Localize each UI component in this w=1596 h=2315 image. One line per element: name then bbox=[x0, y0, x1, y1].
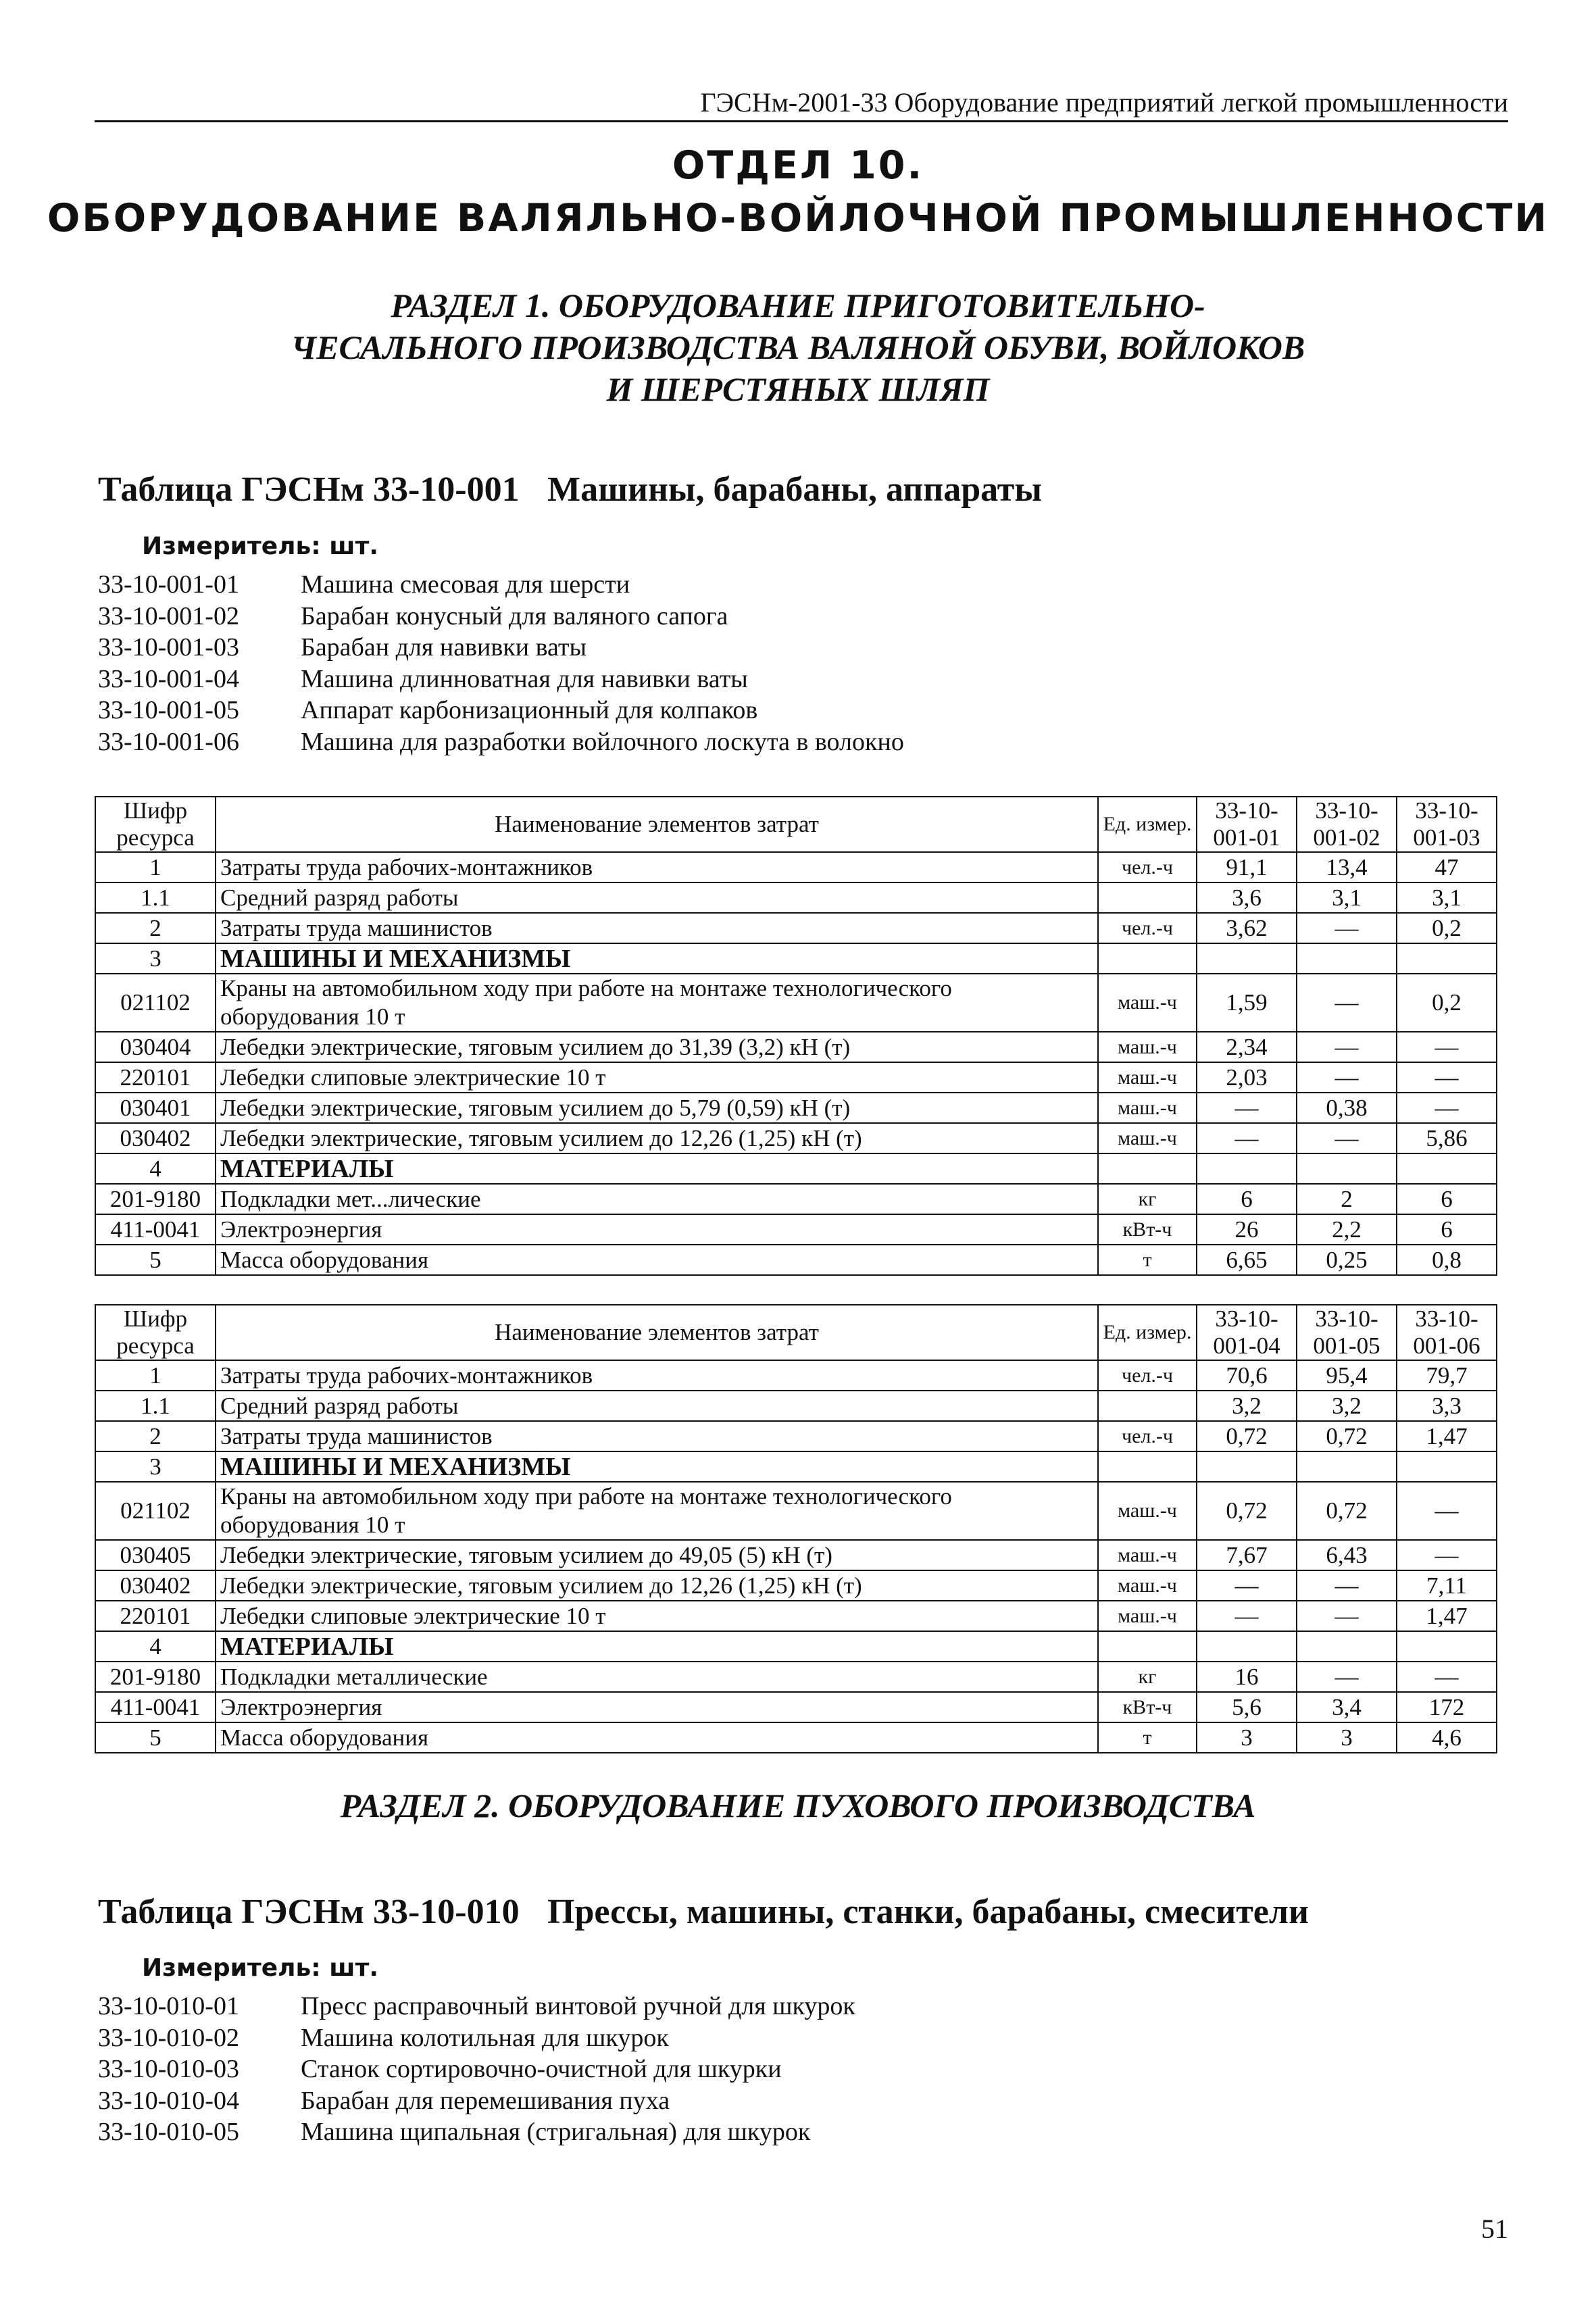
cell-value: — bbox=[1197, 1123, 1297, 1153]
cell-name: МАШИНЫ И МЕХАНИЗМЫ bbox=[216, 1451, 1098, 1482]
list-item bbox=[98, 1991, 855, 2022]
list-item bbox=[98, 2022, 855, 2054]
item-code: 33-10-001-04 bbox=[98, 664, 239, 693]
cell-code: 220101 bbox=[95, 1062, 216, 1093]
cell-value: 6 bbox=[1397, 1214, 1497, 1245]
table-row bbox=[95, 1360, 1497, 1391]
cell-unit bbox=[1098, 1631, 1197, 1662]
cell-value: — bbox=[1397, 1662, 1497, 1692]
cell-name: Лебедки электрические, тяговым усилием до 31,39 (3,2) кН (т) bbox=[216, 1032, 1098, 1062]
table-row bbox=[95, 1421, 1497, 1451]
cell-value: 2 bbox=[1297, 1184, 1397, 1214]
cell-code: 5 bbox=[95, 1722, 216, 1753]
cell-unit: т bbox=[1098, 1722, 1197, 1753]
cell-unit: т bbox=[1098, 1245, 1197, 1275]
cell-value bbox=[1297, 1631, 1397, 1662]
table2-code: Таблица ГЭСНм 33-10-010 bbox=[98, 1893, 520, 1931]
cell-unit bbox=[1098, 1451, 1197, 1482]
cell-code: 1.1 bbox=[95, 882, 216, 913]
cell-unit: маш.-ч bbox=[1098, 1032, 1197, 1062]
table-row bbox=[95, 1601, 1497, 1631]
cell-value: 3,4 bbox=[1297, 1692, 1397, 1722]
cell-value bbox=[1397, 1451, 1497, 1482]
cell-value: 7,11 bbox=[1397, 1570, 1497, 1601]
item-code: 33-10-001-06 bbox=[98, 727, 239, 756]
cell-unit: кг bbox=[1098, 1184, 1197, 1214]
item-code: 33-10-001-05 bbox=[98, 696, 239, 724]
item-code: 33-10-010-02 bbox=[98, 2023, 239, 2052]
cell-value: 0,38 bbox=[1297, 1093, 1397, 1123]
table2-meter: Измеритель: шт. bbox=[142, 1954, 378, 1982]
col-header-3: 33-10-001-03 bbox=[1397, 797, 1497, 852]
cell-value: — bbox=[1297, 913, 1397, 943]
cell-value: — bbox=[1397, 1032, 1497, 1062]
cell-name: Электроэнергия bbox=[216, 1692, 1098, 1722]
cell-value bbox=[1297, 1451, 1397, 1482]
col-header-3: 33-10-001-06 bbox=[1397, 1305, 1497, 1360]
cell-value: 13,4 bbox=[1297, 852, 1397, 882]
cell-value: 2,34 bbox=[1197, 1032, 1297, 1062]
cell-value: — bbox=[1397, 1093, 1497, 1123]
table-row bbox=[95, 913, 1497, 943]
cell-value bbox=[1197, 943, 1297, 974]
cell-value: 3,2 bbox=[1297, 1391, 1397, 1421]
cell-name: МАТЕРИАЛЫ bbox=[216, 1153, 1098, 1184]
cell-code: 2 bbox=[95, 913, 216, 943]
department-title-line1: ОТДЕЛ 10. bbox=[672, 143, 924, 188]
cell-value: 0,2 bbox=[1397, 974, 1497, 1032]
col-header-cipher: Шифр ресурса bbox=[95, 797, 216, 852]
cell-value: — bbox=[1197, 1601, 1297, 1631]
cell-name: Средний разряд работы bbox=[216, 1391, 1098, 1421]
cell-code: 201-9180 bbox=[95, 1662, 216, 1692]
cell-value: 3 bbox=[1197, 1722, 1297, 1753]
table-body bbox=[95, 852, 1497, 1275]
cell-value bbox=[1397, 1631, 1497, 1662]
item-name: Машина щипальная (стригальная) для шкурок bbox=[301, 2118, 811, 2146]
cell-code: 021102 bbox=[95, 1482, 216, 1540]
table1-code: Таблица ГЭСНм 33-10-001 bbox=[98, 470, 520, 509]
cell-value bbox=[1297, 943, 1397, 974]
item-name: Машина длинноватная для навивки ваты bbox=[301, 664, 748, 693]
cell-value: — bbox=[1297, 1570, 1397, 1601]
table2-title: Прессы, машины, станки, барабаны, смесители bbox=[547, 1893, 1309, 1931]
cell-unit bbox=[1098, 1391, 1197, 1421]
cell-unit: чел.-ч bbox=[1098, 913, 1197, 943]
cell-unit: маш.-ч bbox=[1098, 974, 1197, 1032]
cost-table-a bbox=[95, 796, 1497, 1276]
cell-code: 030405 bbox=[95, 1540, 216, 1570]
cell-unit: кВт-ч bbox=[1098, 1692, 1197, 1722]
cell-code: 201-9180 bbox=[95, 1184, 216, 1214]
item-code: 33-10-010-05 bbox=[98, 2118, 239, 2146]
cell-unit bbox=[1098, 1153, 1197, 1184]
table-row bbox=[95, 1692, 1497, 1722]
cell-value: 47 bbox=[1397, 852, 1497, 882]
cell-code: 030402 bbox=[95, 1570, 216, 1601]
cell-code: 021102 bbox=[95, 974, 216, 1032]
cell-value: 95,4 bbox=[1297, 1360, 1397, 1391]
cell-value: — bbox=[1297, 1062, 1397, 1093]
col-header-2: 33-10-001-05 bbox=[1297, 1305, 1397, 1360]
cell-value: — bbox=[1297, 1662, 1397, 1692]
cell-value: 91,1 bbox=[1197, 852, 1297, 882]
list-item bbox=[98, 601, 904, 632]
table-header-row bbox=[95, 797, 1497, 852]
cell-value: — bbox=[1297, 974, 1397, 1032]
cell-value: — bbox=[1297, 1123, 1397, 1153]
cell-unit: кВт-ч bbox=[1098, 1214, 1197, 1245]
cost-table-b bbox=[95, 1304, 1497, 1753]
cell-value: 0,72 bbox=[1297, 1421, 1397, 1451]
cell-name: Затраты труда рабочих-монтажников bbox=[216, 1360, 1098, 1391]
table-row bbox=[95, 1662, 1497, 1692]
item-name: Аппарат карбонизационный для колпаков bbox=[301, 696, 758, 724]
cell-name: Лебедки слиповые электрические 10 т bbox=[216, 1601, 1098, 1631]
header-rule bbox=[95, 120, 1508, 122]
cell-value: 2,2 bbox=[1297, 1214, 1397, 1245]
cell-value: — bbox=[1297, 1032, 1397, 1062]
cell-name: Затраты труда рабочих-монтажников bbox=[216, 852, 1098, 882]
item-name: Машина колотильная для шкурок bbox=[301, 2023, 669, 2052]
cell-value: 6,65 bbox=[1197, 1245, 1297, 1275]
cell-value: 26 bbox=[1197, 1214, 1297, 1245]
cell-value: 79,7 bbox=[1397, 1360, 1497, 1391]
cell-code: 1.1 bbox=[95, 1391, 216, 1421]
item-name: Станок сортировочно-очистной для шкурки bbox=[301, 2055, 782, 2083]
table2-caption bbox=[98, 1892, 1309, 1932]
table-row bbox=[95, 1214, 1497, 1245]
cell-value: 3,1 bbox=[1297, 882, 1397, 913]
cell-code: 030404 bbox=[95, 1032, 216, 1062]
cell-value: 0,25 bbox=[1297, 1245, 1397, 1275]
table-row bbox=[95, 1184, 1497, 1214]
cell-unit: маш.-ч bbox=[1098, 1601, 1197, 1631]
section1-title-line1: РАЗДЕЛ 1. ОБОРУДОВАНИЕ ПРИГОТОВИТЕЛЬНО- bbox=[391, 287, 1205, 324]
cell-value: 0,2 bbox=[1397, 913, 1497, 943]
table-row bbox=[95, 1451, 1497, 1482]
page-number: 51 bbox=[1481, 2214, 1508, 2244]
table-row bbox=[95, 1482, 1497, 1540]
cell-value: — bbox=[1197, 1570, 1297, 1601]
cell-code: 1 bbox=[95, 852, 216, 882]
col-header-cipher: Шифр ресурса bbox=[95, 1305, 216, 1360]
cell-unit: маш.-ч bbox=[1098, 1062, 1197, 1093]
table-row bbox=[95, 1631, 1497, 1662]
table-row bbox=[95, 1032, 1497, 1062]
table1-title: Машины, барабаны, аппараты bbox=[547, 470, 1042, 509]
section2-title: РАЗДЕЛ 2. ОБОРУДОВАНИЕ ПУХОВОГО ПРОИЗВОДСТВА bbox=[340, 1787, 1256, 1824]
cell-name: Масса оборудования bbox=[216, 1722, 1098, 1753]
cell-value: 0,72 bbox=[1197, 1482, 1297, 1540]
col-header-2: 33-10-001-02 bbox=[1297, 797, 1397, 852]
list-item bbox=[98, 726, 904, 758]
table-row bbox=[95, 1245, 1497, 1275]
cell-value: 1,47 bbox=[1397, 1601, 1497, 1631]
cell-name: Электроэнергия bbox=[216, 1214, 1098, 1245]
cell-value: 70,6 bbox=[1197, 1360, 1297, 1391]
cell-name: Подкладки мет...лические bbox=[216, 1184, 1098, 1214]
table1-caption bbox=[98, 470, 1042, 509]
cell-value bbox=[1297, 1153, 1397, 1184]
cell-value: 6 bbox=[1397, 1184, 1497, 1214]
cell-value: 3,1 bbox=[1397, 882, 1497, 913]
cell-code: 3 bbox=[95, 943, 216, 974]
cell-unit: маш.-ч bbox=[1098, 1570, 1197, 1601]
cell-unit: маш.-ч bbox=[1098, 1540, 1197, 1570]
cell-unit: кг bbox=[1098, 1662, 1197, 1692]
cell-value: — bbox=[1197, 1093, 1297, 1123]
cell-name: Лебедки электрические, тяговым усилием до 5,79 (0,59) кН (т) bbox=[216, 1093, 1098, 1123]
cell-code: 030401 bbox=[95, 1093, 216, 1123]
item-code: 33-10-010-01 bbox=[98, 1992, 239, 2020]
table-row bbox=[95, 1123, 1497, 1153]
cell-value: 3,2 bbox=[1197, 1391, 1297, 1421]
cell-code: 1 bbox=[95, 1360, 216, 1391]
cell-code: 030402 bbox=[95, 1123, 216, 1153]
cell-value: 4,6 bbox=[1397, 1722, 1497, 1753]
cell-unit: чел.-ч bbox=[1098, 1360, 1197, 1391]
item-name: Барабан для перемешивания пуха bbox=[301, 2086, 670, 2115]
item-name: Барабан для навивки ваты bbox=[301, 633, 587, 662]
item-code: 33-10-001-03 bbox=[98, 633, 239, 662]
cell-name: Затраты труда машинистов bbox=[216, 913, 1098, 943]
cell-code: 220101 bbox=[95, 1601, 216, 1631]
department-title-line2: ОБОРУДОВАНИЕ ВАЛЯЛЬНО-ВОЙЛОЧНОЙ ПРОМЫШЛЕННОСТИ bbox=[47, 196, 1549, 241]
cell-code: 3 bbox=[95, 1451, 216, 1482]
table-row bbox=[95, 1093, 1497, 1123]
table-row bbox=[95, 943, 1497, 974]
cell-value: 3,3 bbox=[1397, 1391, 1497, 1421]
cell-value: 3,6 bbox=[1197, 882, 1297, 913]
list-item bbox=[98, 2116, 855, 2148]
cell-name: Средний разряд работы bbox=[216, 882, 1098, 913]
table-row bbox=[95, 1062, 1497, 1093]
cell-name: Масса оборудования bbox=[216, 1245, 1098, 1275]
table-body bbox=[95, 1360, 1497, 1753]
item-code: 33-10-001-01 bbox=[98, 570, 239, 599]
cell-unit: маш.-ч bbox=[1098, 1482, 1197, 1540]
table1-meter: Измеритель: шт. bbox=[142, 532, 378, 560]
table-row bbox=[95, 1722, 1497, 1753]
cell-code: 2 bbox=[95, 1421, 216, 1451]
cell-value: 5,86 bbox=[1397, 1123, 1497, 1153]
cell-unit: чел.-ч bbox=[1098, 852, 1197, 882]
cell-value bbox=[1197, 1451, 1297, 1482]
col-header-unit: Ед. измер. bbox=[1098, 1305, 1197, 1360]
cell-name: Лебедки электрические, тяговым усилием до 49,05 (5) кН (т) bbox=[216, 1540, 1098, 1570]
cell-value: 2,03 bbox=[1197, 1062, 1297, 1093]
section1-title-line2: ЧЕСАЛЬНОГО ПРОИЗВОДСТВА ВАЛЯНОЙ ОБУВИ, ВОЙЛОКОВ bbox=[291, 328, 1305, 366]
cell-code: 4 bbox=[95, 1631, 216, 1662]
table-row bbox=[95, 1391, 1497, 1421]
list-item bbox=[98, 695, 904, 726]
cell-value: 6,43 bbox=[1297, 1540, 1397, 1570]
cell-name: МАШИНЫ И МЕХАНИЗМЫ bbox=[216, 943, 1098, 974]
cell-code: 4 bbox=[95, 1153, 216, 1184]
cell-name: МАТЕРИАЛЫ bbox=[216, 1631, 1098, 1662]
cell-code: 5 bbox=[95, 1245, 216, 1275]
cell-value: 3,62 bbox=[1197, 913, 1297, 943]
item-code: 33-10-010-03 bbox=[98, 2055, 239, 2083]
cell-value bbox=[1397, 1153, 1497, 1184]
cell-name: Лебедки слиповые электрические 10 т bbox=[216, 1062, 1098, 1093]
cell-unit bbox=[1098, 943, 1197, 974]
cell-value bbox=[1197, 1631, 1297, 1662]
item-code: 33-10-010-04 bbox=[98, 2086, 239, 2115]
cell-value: 3 bbox=[1297, 1722, 1397, 1753]
item-name: Машина смесовая для шерсти bbox=[301, 570, 630, 599]
cell-value: 0,72 bbox=[1297, 1482, 1397, 1540]
table2-item-list bbox=[98, 1991, 855, 2148]
cell-name: Лебедки электрические, тяговым усилием до 12,26 (1,25) кН (т) bbox=[216, 1123, 1098, 1153]
cell-value: 6 bbox=[1197, 1184, 1297, 1214]
table-row bbox=[95, 1153, 1497, 1184]
cell-value: — bbox=[1397, 1062, 1497, 1093]
cell-value: 0,8 bbox=[1397, 1245, 1497, 1275]
cell-unit: чел.-ч bbox=[1098, 1421, 1197, 1451]
list-item bbox=[98, 569, 904, 601]
cell-value: — bbox=[1397, 1482, 1497, 1540]
table-header-row bbox=[95, 1305, 1497, 1360]
item-name: Барабан конусный для валяного сапога bbox=[301, 601, 728, 630]
list-item bbox=[98, 2053, 855, 2085]
item-name: Пресс расправочный винтовой ручной для шкурок bbox=[301, 1992, 855, 2020]
cell-value bbox=[1197, 1153, 1297, 1184]
table-row bbox=[95, 882, 1497, 913]
table-row bbox=[95, 974, 1497, 1032]
cell-name: Затраты труда машинистов bbox=[216, 1421, 1098, 1451]
item-code: 33-10-001-02 bbox=[98, 601, 239, 630]
cell-code: 411-0041 bbox=[95, 1692, 216, 1722]
section1-title-line3: И ШЕРСТЯНЫХ ШЛЯП bbox=[606, 370, 990, 408]
cell-name: Лебедки электрические, тяговым усилием до 12,26 (1,25) кН (т) bbox=[216, 1570, 1098, 1601]
col-header-1: 33-10-001-04 bbox=[1197, 1305, 1297, 1360]
cell-value: 0,72 bbox=[1197, 1421, 1297, 1451]
cell-value: 7,67 bbox=[1197, 1540, 1297, 1570]
table1-item-list bbox=[98, 569, 904, 757]
cell-value: 16 bbox=[1197, 1662, 1297, 1692]
item-name: Машина для разработки войлочного лоскута в волокно bbox=[301, 727, 904, 756]
running-header: ГЭСНм-2001-33 Оборудование предприятий легкой промышленности bbox=[700, 87, 1508, 118]
col-header-unit: Ед. измер. bbox=[1098, 797, 1197, 852]
cell-name: Краны на автомобильном ходу при работе на монтаже технологического оборудования 10 т bbox=[216, 1482, 1098, 1540]
list-item bbox=[98, 632, 904, 664]
cell-value: — bbox=[1397, 1540, 1497, 1570]
list-item bbox=[98, 2085, 855, 2117]
cell-value bbox=[1397, 943, 1497, 974]
cell-value: — bbox=[1297, 1601, 1397, 1631]
list-item bbox=[98, 664, 904, 695]
cell-unit bbox=[1098, 882, 1197, 913]
cell-code: 411-0041 bbox=[95, 1214, 216, 1245]
col-header-1: 33-10-001-01 bbox=[1197, 797, 1297, 852]
table-row bbox=[95, 1540, 1497, 1570]
cell-unit: маш.-ч bbox=[1098, 1093, 1197, 1123]
col-header-name: Наименование элементов затрат bbox=[216, 1305, 1098, 1360]
cell-value: 1,47 bbox=[1397, 1421, 1497, 1451]
cell-value: 172 bbox=[1397, 1692, 1497, 1722]
cell-name: Подкладки металлические bbox=[216, 1662, 1098, 1692]
table-row bbox=[95, 1570, 1497, 1601]
cell-name: Краны на автомобильном ходу при работе на монтаже технологического оборудования 10 т bbox=[216, 974, 1098, 1032]
table-row bbox=[95, 852, 1497, 882]
cell-value: 5,6 bbox=[1197, 1692, 1297, 1722]
col-header-name: Наименование элементов затрат bbox=[216, 797, 1098, 852]
cell-unit: маш.-ч bbox=[1098, 1123, 1197, 1153]
cell-value: 1,59 bbox=[1197, 974, 1297, 1032]
